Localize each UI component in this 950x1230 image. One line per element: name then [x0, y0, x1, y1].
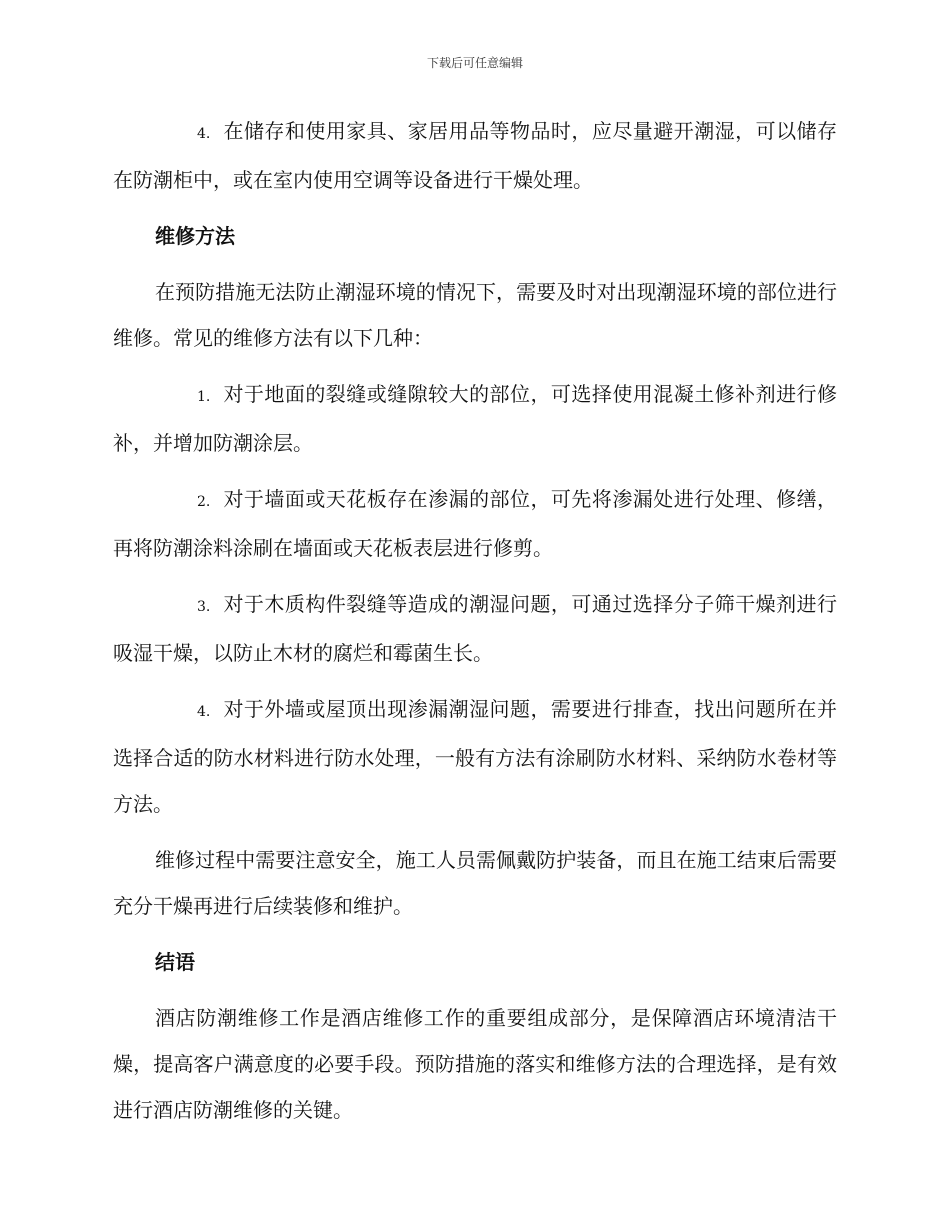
- list-text: 对于木质构件裂缝等造成的潮湿问题，可通过选择分子筛干燥剂进行吸湿干燥，以防止木材的腐烂和霉菌生长。: [113, 592, 837, 665]
- list-number: 2.: [197, 494, 211, 510]
- list-number: 1.: [197, 389, 211, 405]
- list-text: 在储存和使用家具、家居用品等物品时，应尽量避开潮湿，可以储存在防潮柜中，或在室内使用空调等设备进行干燥处理。: [113, 119, 837, 192]
- page-header: 下载后可任意编辑: [426, 56, 523, 70]
- list-number: 4.: [197, 704, 211, 720]
- list-item: [113, 581, 837, 676]
- list-item: [113, 686, 837, 827]
- section-heading-repair: 维修方法: [155, 224, 235, 248]
- list-text: 对于地面的裂缝或缝隙较大的部位，可选择使用混凝土修补剂进行修补，并增加防潮涂层。: [113, 382, 837, 455]
- list-number: 3.: [197, 599, 211, 615]
- list-item: [113, 371, 837, 466]
- section-heading-conclusion: 结语: [155, 950, 195, 974]
- list-text: 对于外墙或屋顶出现渗漏潮湿问题，需要进行排查，找出问题所在并选择合适的防水材料进行防水处理，一般有方法有涂刷防水材料、采纳防水卷材等方法。: [113, 697, 837, 816]
- list-text: 对于墙面或天花板存在渗漏的部位，可先将渗漏处进行处理、修缮，再将防潮涂料涂刷在墙面或天花板表层进行修剪。: [113, 487, 837, 560]
- list-number: 4.: [197, 126, 211, 142]
- paragraph-repair-closing: 维修过程中需要注意安全，施工人员需佩戴防护装备，而且在施工结束后需要充分干燥再进行后续装修和维护。: [113, 848, 837, 918]
- paragraph-repair-intro: 在预防措施无法防止潮湿环境的情况下，需要及时对出现潮湿环境的部位进行维修。常见的维修方法有以下几种：: [113, 280, 837, 350]
- document-body: [113, 108, 837, 1143]
- list-item: [113, 476, 837, 571]
- list-item: [113, 108, 837, 203]
- paragraph-conclusion: 酒店防潮维修工作是酒店维修工作的重要组成部分，是保障酒店环境清洁干燥，提高客户满意度的必要手段。预防措施的落实和维修方法的合理选择，是有效进行酒店防潮维修的关键。: [113, 1006, 837, 1122]
